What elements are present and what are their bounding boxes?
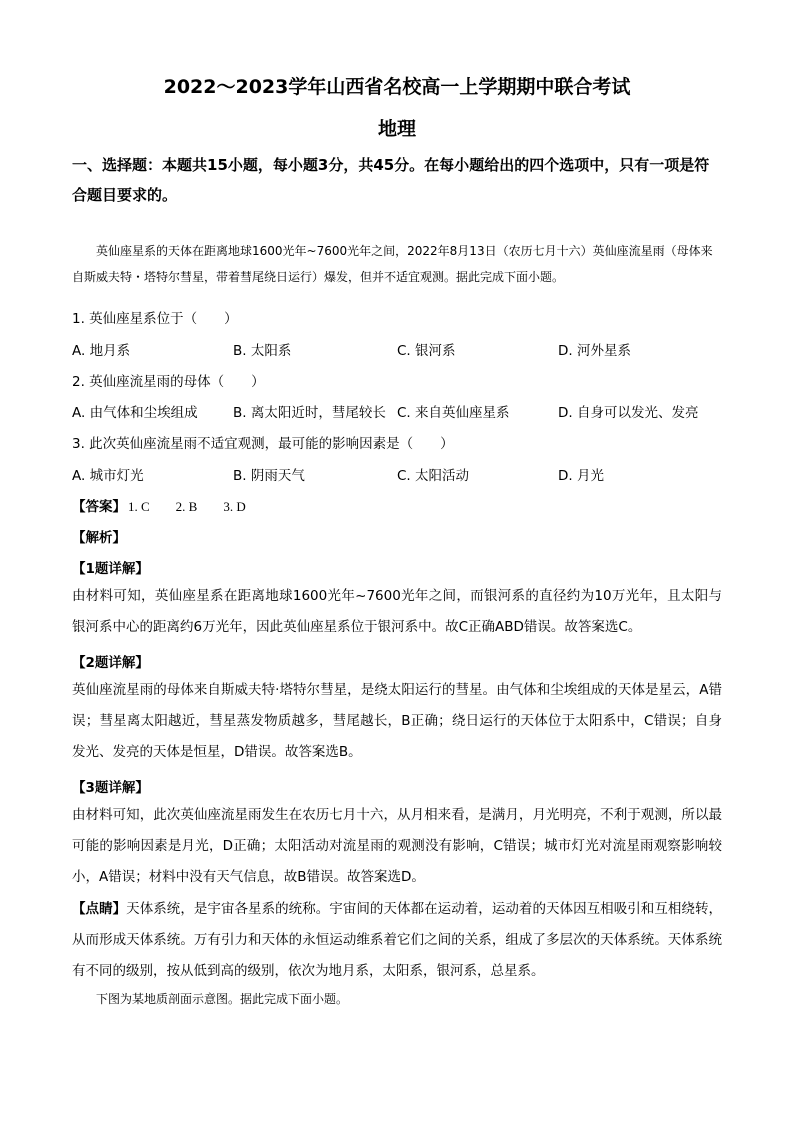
page-title: 2022～2023学年山西省名校高一上学期期中联合考试 — [163, 76, 631, 98]
tip-paragraph — [72, 894, 722, 987]
question-3-stem: 3. 此次英仙座流星雨不适宜观测，最可能的影响因素是（ ） — [72, 436, 454, 452]
material-text: 英仙座星系的天体在距离地球1600光年~7600光年之间，2022年8月13日（农历七月十六）英仙座流星雨（母体来自斯威夫特・塔特尔彗星，带着彗尾绕日运行）爆发，但并不适宜观测。据此完成下面小题。 — [72, 244, 713, 284]
question-2-stem: 2. 英仙座流星雨的母体（ ） — [72, 374, 265, 390]
question-1-option-d: D. 河外星系 — [558, 343, 631, 359]
detail-2-text: 英仙座流星雨的母体来自斯威夫特·塔特尔彗星，是绕太阳运行的彗星。由气体和尘埃组成的天体是星云，A错误；彗星离太阳越近，彗星蒸发物质越多，彗尾越长，B正确；绕日运行的天体位于太阳系中，C错误；自身发光、发亮的天体是恒星，D错误。故答案选B。 — [72, 682, 722, 760]
question-1-option-b: B. 太阳系 — [233, 343, 292, 359]
next-intro: 下图为某地质剖面示意图。据此完成下面小题。 — [96, 992, 349, 1006]
tip-text: 天体系统，是宇宙各星系的统称。宇宙间的天体都在运动着，运动着的天体因互相吸引和互相绕转，从而形成天体系统。万有引力和天体的永恒运动维系着它们之间的关系，组成了多层次的天体系统。天体系统有不同的级别，按从低到高的级别，依次为地月系，太阳系，银河系，总星系。 — [72, 901, 723, 979]
question-2-option-a: A. 由气体和尘埃组成 — [72, 405, 198, 421]
question-1-option-a: A. 地月系 — [72, 343, 131, 359]
question-3-option-c: C. 太阳活动 — [397, 468, 470, 484]
answer-label: 【答案】 — [72, 499, 126, 515]
tip-label: 【点睛】 — [72, 901, 127, 917]
answer-line — [72, 495, 246, 515]
section-heading: 一、选择题：本题共15小题，每小题3分，共45分。在每小题给出的四个选项中，只有一项是符合题目要求的。 — [72, 156, 710, 204]
detail-2-heading: 【2题详解】 — [72, 655, 149, 671]
question-1-option-c: C. 银河系 — [397, 343, 456, 359]
question-3-option-b: B. 阴雨天气 — [233, 468, 305, 484]
subject-title: 地理 — [377, 118, 416, 140]
detail-1-text: 由材料可知，英仙座星系在距离地球1600光年~7600光年之间，而银河系的直径约为10万光年，且太阳与银河系中心的距离约6万光年，因此英仙座星系位于银河系中。故C正确ABD错误。故答案选C。 — [72, 588, 722, 635]
question-2-option-d: D. 自身可以发光、发亮 — [558, 405, 699, 421]
detail-1-heading: 【1题详解】 — [72, 561, 149, 577]
question-3-option-a: A. 城市灯光 — [72, 468, 144, 484]
question-3-option-d: D. 月光 — [558, 468, 604, 484]
analysis-label: 【解析】 — [72, 530, 126, 546]
question-2-option-c: C. 来自英仙座星系 — [397, 405, 510, 421]
question-2-option-b: B. 离太阳近时，彗尾较长 — [233, 405, 386, 421]
answer-3: 3. D — [223, 499, 246, 514]
detail-3-heading: 【3题详解】 — [72, 780, 149, 796]
detail-3-text: 由材料可知，此次英仙座流星雨发生在农历七月十六，从月相来看，是满月，月光明亮，不利于观测，所以最可能的影响因素是月光，D正确；太阳活动对流星雨的观测没有影响，C错误；城市灯光对流星雨观察影响较小，A错误；材料中没有天气信息，故B错误。故答案选D。 — [72, 807, 722, 885]
question-1-stem: 1. 英仙座星系位于（ ） — [72, 311, 238, 327]
answer-1: 1. C — [128, 499, 150, 514]
answer-2: 2. B — [175, 499, 198, 514]
